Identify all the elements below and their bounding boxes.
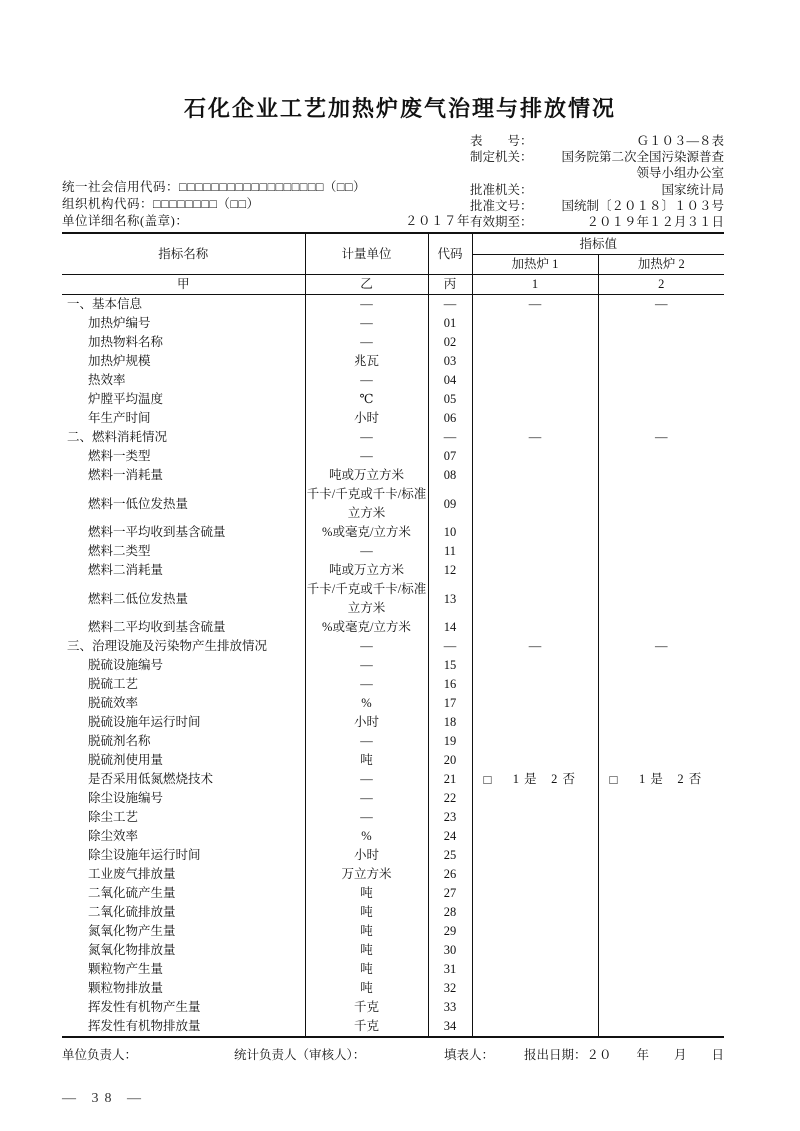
code-cell: 18: [428, 713, 472, 732]
section-row: [62, 637, 724, 656]
unit-cell: 吨: [305, 979, 428, 998]
value-cell-furnace1[interactable]: [472, 998, 598, 1017]
value-cell-furnace1: —: [472, 295, 598, 315]
issuing-agency-row2: [470, 165, 724, 181]
table-row: [62, 865, 724, 884]
unit-cell: %: [305, 827, 428, 846]
approving-agency-value: 国家统计局: [661, 182, 724, 197]
value-cell-furnace2[interactable]: [598, 846, 724, 865]
indicator-name-cell: 除尘效率: [88, 829, 139, 844]
value-cell-furnace2[interactable]: [598, 998, 724, 1017]
value-cell-furnace1[interactable]: [472, 447, 598, 466]
value-cell-furnace1[interactable]: [472, 1017, 598, 1037]
value-cell-furnace1[interactable]: [472, 979, 598, 998]
indicator-name-cell: 热效率: [88, 373, 126, 388]
yes-no-choice: [473, 770, 598, 789]
table-row: [62, 751, 724, 770]
unit-cell: 吨或万立方米: [305, 466, 428, 485]
table-row: [62, 827, 724, 846]
unit-cell: 千克: [305, 998, 428, 1017]
value-cell-furnace2: —: [598, 637, 724, 656]
indicator-name-cell: 颗粒物排放量: [88, 981, 164, 996]
table-row: [62, 903, 724, 922]
table-row: [62, 466, 724, 485]
header-furnace-1: 加热炉 1: [472, 255, 598, 275]
unit-cell: —: [305, 770, 428, 789]
value-cell-furnace1[interactable]: [472, 314, 598, 333]
value-cell-furnace1[interactable]: [472, 941, 598, 960]
yes-no-label: 1 是 2 否: [639, 772, 703, 787]
code-cell: 33: [428, 998, 472, 1017]
table-row: [62, 884, 724, 903]
unit-cell: 吨: [305, 922, 428, 941]
indicator-name-cell: 二氧化硫产生量: [88, 886, 176, 901]
value-cell-furnace2[interactable]: [598, 732, 724, 751]
validity-row: [470, 214, 724, 230]
section-row: [62, 295, 724, 315]
unit-cell: —: [305, 333, 428, 352]
table-row: [62, 656, 724, 675]
form-meta-header: [62, 133, 724, 230]
code-cell: —: [428, 428, 472, 447]
code-cell: 29: [428, 922, 472, 941]
indicator-name-cell: 燃料一低位发热量: [88, 496, 189, 511]
credit-code-line: [62, 179, 470, 196]
code-cell: 01: [428, 314, 472, 333]
stats-head-label: 统计负责人（审核人）：: [234, 1048, 366, 1063]
value-cell-furnace2[interactable]: [598, 675, 724, 694]
code-cell: 05: [428, 390, 472, 409]
indicator-name-cell: 三、治理设施及污染物产生排放情况: [67, 639, 268, 654]
value-cell-furnace1[interactable]: [472, 751, 598, 770]
value-cell-furnace1[interactable]: [472, 333, 598, 352]
table-row: [62, 808, 724, 827]
unit-cell: —: [305, 447, 428, 466]
value-cell-furnace2[interactable]: [598, 922, 724, 941]
unit-cell: —: [305, 732, 428, 751]
form-title: 石化企业工艺加热炉废气治理与排放情况: [183, 96, 616, 121]
validity-value: ２０１９年１２月３１日: [586, 215, 724, 230]
yes-no-choice: [599, 770, 725, 789]
table-row: [62, 694, 724, 713]
unit-cell: ℃: [305, 390, 428, 409]
indicator-name-cell: 除尘设施编号: [88, 791, 164, 806]
meta-left-block: [62, 179, 470, 230]
meta-right-block: [470, 133, 724, 230]
table-row: [62, 352, 724, 371]
credit-code-label: 统一社会信用代码：: [62, 180, 180, 195]
value-cell-furnace2[interactable]: [598, 352, 724, 371]
value-cell-furnace2[interactable]: [598, 808, 724, 827]
value-cell-furnace1[interactable]: [472, 542, 598, 561]
form-number-label: 表 号：: [470, 134, 533, 148]
value-cell-furnace1: —: [472, 637, 598, 656]
value-cell-furnace2[interactable]: [598, 333, 724, 352]
value-cell-furnace2[interactable]: [598, 447, 724, 466]
code-cell: 21: [428, 770, 472, 789]
value-cell-furnace1[interactable]: [472, 846, 598, 865]
code-cell: 15: [428, 656, 472, 675]
value-cell-furnace2[interactable]: [598, 827, 724, 846]
indicator-name-cell: 脱硫剂名称: [88, 734, 151, 749]
unit-cell: —: [305, 637, 428, 656]
value-cell-furnace2[interactable]: [598, 713, 724, 732]
code-cell: —: [428, 637, 472, 656]
code-cell: 11: [428, 542, 472, 561]
value-cell-furnace1[interactable]: [472, 922, 598, 941]
value-cell-furnace2[interactable]: [598, 409, 724, 428]
unit-cell: 兆瓦: [305, 352, 428, 371]
value-cell-furnace2[interactable]: [598, 523, 724, 542]
unit-cell: %或毫克/立方米: [305, 523, 428, 542]
value-cell-furnace2[interactable]: [598, 884, 724, 903]
issuing-agency-value: 国务院第二次全国污染源普查: [561, 150, 724, 165]
code-cell: 03: [428, 352, 472, 371]
credit-code-boxes[interactable]: □□□□□□□□□□□□□□□□□□（□□）: [179, 180, 367, 195]
indicator-name-cell: 燃料二低位发热量: [88, 591, 189, 606]
value-cell-furnace1[interactable]: [472, 694, 598, 713]
value-cell-furnace1[interactable]: [472, 732, 598, 751]
code-cell: 17: [428, 694, 472, 713]
header-indicator-value: 指标值: [472, 233, 724, 255]
indicator-name-cell: 加热炉规模: [88, 354, 151, 369]
indicator-name-cell: 脱硫设施年运行时间: [88, 715, 201, 730]
indicator-name-cell: 二氧化硫排放量: [88, 905, 176, 920]
value-cell-furnace1[interactable]: [472, 713, 598, 732]
unit-cell: 吨或万立方米: [305, 561, 428, 580]
code-cell: 13: [428, 580, 472, 618]
code-cell: 27: [428, 884, 472, 903]
value-cell-furnace2[interactable]: [598, 979, 724, 998]
value-cell-furnace1[interactable]: [472, 523, 598, 542]
header-jia: 甲: [62, 275, 305, 295]
approval-doc-value: 国统制〔２０１８〕１０３号: [561, 198, 724, 213]
code-cell: 07: [428, 447, 472, 466]
unit-cell: 吨: [305, 751, 428, 770]
table-row: [62, 447, 724, 466]
unit-cell: —: [305, 371, 428, 390]
code-cell: 12: [428, 561, 472, 580]
header-col-2: 2: [598, 275, 724, 295]
value-cell-furnace1[interactable]: [472, 675, 598, 694]
unit-cell: —: [305, 656, 428, 675]
table-body: [62, 295, 724, 1038]
checkbox-empty-icon[interactable]: □: [483, 772, 492, 788]
value-cell-furnace1[interactable]: [472, 903, 598, 922]
value-cell-furnace2[interactable]: [598, 618, 724, 637]
header-code: 代码: [428, 233, 472, 275]
issuing-agency-row: [470, 149, 724, 165]
indicator-name-cell: 燃料一平均收到基含硫量: [88, 525, 226, 540]
indicator-name-cell: 加热炉编号: [88, 316, 151, 331]
value-cell-furnace2: —: [598, 428, 724, 447]
table-row: [62, 314, 724, 333]
unit-cell: 小时: [305, 846, 428, 865]
value-cell-furnace2[interactable]: [598, 561, 724, 580]
table-row: [62, 523, 724, 542]
unit-cell: —: [305, 295, 428, 315]
indicator-name-cell: 工业废气排放量: [88, 867, 176, 882]
code-cell: 23: [428, 808, 472, 827]
table-row: [62, 485, 724, 523]
code-cell: 19: [428, 732, 472, 751]
form-number-row: [470, 133, 724, 149]
indicator-name-cell: 二、燃料消耗情况: [67, 430, 168, 445]
value-cell-furnace2[interactable]: [598, 789, 724, 808]
value-cell-furnace2[interactable]: [598, 314, 724, 333]
indicator-name-cell: 脱硫剂使用量: [88, 753, 164, 768]
code-cell: 24: [428, 827, 472, 846]
table-row: [62, 542, 724, 561]
table-row: [62, 561, 724, 580]
unit-cell: —: [305, 314, 428, 333]
table-header: [62, 233, 724, 295]
indicator-name-cell: 脱硫设施编号: [88, 658, 164, 673]
indicator-name-cell: 一、基本信息: [67, 297, 143, 312]
header-col-1: 1: [472, 275, 598, 295]
value-cell-furnace1[interactable]: [472, 485, 598, 523]
unit-cell: 千卡/千克或千卡/标准立方米: [305, 485, 428, 523]
indicator-name-cell: 除尘设施年运行时间: [88, 848, 201, 863]
code-cell: 34: [428, 1017, 472, 1037]
table-row: [62, 371, 724, 390]
unit-cell: 小时: [305, 713, 428, 732]
code-cell: 25: [428, 846, 472, 865]
value-cell-furnace1[interactable]: [472, 865, 598, 884]
indicator-table: [62, 232, 724, 1038]
header-indicator-name: 指标名称: [62, 233, 305, 275]
value-cell-furnace2[interactable]: [598, 580, 724, 618]
code-cell: —: [428, 295, 472, 315]
indicator-name-cell: 挥发性有机物产生量: [88, 1000, 201, 1015]
org-code-label: 组织机构代码：: [62, 197, 154, 212]
unit-cell: —: [305, 428, 428, 447]
indicator-name-cell: 加热物料名称: [88, 335, 164, 350]
unit-cell: 吨: [305, 884, 428, 903]
signature-row: [62, 1047, 724, 1064]
table-row: [62, 960, 724, 979]
value-cell-furnace1: —: [472, 428, 598, 447]
value-cell-furnace2[interactable]: [598, 485, 724, 523]
value-cell-furnace2[interactable]: [598, 960, 724, 979]
table-row: [62, 713, 724, 732]
code-cell: 06: [428, 409, 472, 428]
approving-agency-row: [470, 182, 724, 198]
indicator-name-cell: 燃料二消耗量: [88, 563, 164, 578]
value-cell-furnace1[interactable]: [472, 371, 598, 390]
table-row: [62, 732, 724, 751]
issuing-agency-value2: 领导小组办公室: [636, 166, 724, 181]
header-bing: 丙: [428, 275, 472, 295]
unit-name-line: [62, 213, 470, 230]
indicator-name-cell: 年生产时间: [88, 411, 151, 426]
table-row: [62, 580, 724, 618]
code-cell: 31: [428, 960, 472, 979]
value-cell-furnace2[interactable]: [598, 941, 724, 960]
value-cell-furnace2[interactable]: [598, 751, 724, 770]
checkbox-empty-icon[interactable]: □: [609, 772, 618, 788]
indicator-name-cell: 挥发性有机物排放量: [88, 1019, 201, 1034]
unit-cell: 千卡/千克或千卡/标准立方米: [305, 580, 428, 618]
table-row: [62, 333, 724, 352]
indicator-name-cell: 氮氧化物排放量: [88, 943, 176, 958]
value-cell-furnace1[interactable]: [472, 390, 598, 409]
org-code-line: [62, 196, 470, 213]
value-cell-furnace2[interactable]: [598, 865, 724, 884]
form-filler-label: 填表人：: [444, 1048, 495, 1063]
value-cell-furnace1[interactable]: [472, 466, 598, 485]
code-cell: 16: [428, 675, 472, 694]
value-cell-furnace2[interactable]: [598, 903, 724, 922]
indicator-name-cell: 脱硫工艺: [88, 677, 139, 692]
indicator-name-cell: 脱硫效率: [88, 696, 139, 711]
indicator-name-cell: 燃料二平均收到基含硫量: [88, 620, 226, 635]
page-number: — 38 —: [62, 1091, 147, 1107]
value-cell-furnace1[interactable]: [472, 960, 598, 979]
value-cell-furnace2[interactable]: [598, 371, 724, 390]
code-cell: 02: [428, 333, 472, 352]
code-cell: 08: [428, 466, 472, 485]
unit-cell: 小时: [305, 409, 428, 428]
approval-doc-row: [470, 198, 724, 214]
indicator-name-cell: 颗粒物产生量: [88, 962, 164, 977]
indicator-name-cell: 氮氧化物产生量: [88, 924, 176, 939]
unit-cell: 吨: [305, 960, 428, 979]
table-row: [62, 770, 724, 789]
unit-cell: —: [305, 542, 428, 561]
table-row: [62, 979, 724, 998]
approval-doc-label: 批准文号：: [470, 198, 533, 213]
table-row: [62, 390, 724, 409]
unit-cell: —: [305, 675, 428, 694]
indicator-name-cell: 炉膛平均温度: [88, 392, 164, 407]
table-row: [62, 789, 724, 808]
indicator-name-cell: 燃料一类型: [88, 449, 151, 464]
value-cell-furnace2[interactable]: [598, 694, 724, 713]
value-cell-furnace1[interactable]: [472, 884, 598, 903]
code-cell: 22: [428, 789, 472, 808]
value-cell-furnace1[interactable]: [472, 561, 598, 580]
unit-cell: 千克: [305, 1017, 428, 1037]
table-row: [62, 409, 724, 428]
org-code-boxes[interactable]: □□□□□□□□（□□）: [153, 197, 260, 212]
value-cell-furnace1[interactable]: [472, 352, 598, 371]
value-cell-furnace2[interactable]: [598, 466, 724, 485]
value-cell-furnace1[interactable]: [472, 789, 598, 808]
code-cell: 20: [428, 751, 472, 770]
report-date-label: 报出日期：２０ 年 月 日: [523, 1048, 724, 1063]
value-cell-furnace1[interactable]: [472, 808, 598, 827]
unit-cell: 万立方米: [305, 865, 428, 884]
value-cell-furnace1: [472, 770, 598, 789]
indicator-name-cell: 除尘工艺: [88, 810, 139, 825]
table-row: [62, 618, 724, 637]
unit-cell: —: [305, 808, 428, 827]
indicator-name-cell: 燃料一消耗量: [88, 468, 164, 483]
unit-head-label: 单位负责人：: [62, 1048, 138, 1063]
unit-cell: 吨: [305, 941, 428, 960]
header-yi: 乙: [305, 275, 428, 295]
unit-cell: —: [305, 789, 428, 808]
table-row: [62, 675, 724, 694]
value-cell-furnace1[interactable]: [472, 580, 598, 618]
approving-agency-label: 批准机关：: [470, 182, 533, 197]
code-cell: 30: [428, 941, 472, 960]
value-cell-furnace1[interactable]: [472, 409, 598, 428]
table-row: [62, 941, 724, 960]
header-unit: 计量单位: [305, 233, 428, 275]
yes-no-label: 1 是 2 否: [512, 772, 577, 787]
table-row: [62, 846, 724, 865]
code-cell: 10: [428, 523, 472, 542]
table-row: [62, 1017, 724, 1037]
issuing-agency-label: 制定机关：: [470, 150, 533, 165]
value-cell-furnace2: [598, 770, 724, 789]
value-cell-furnace1[interactable]: [472, 827, 598, 846]
value-cell-furnace1[interactable]: [472, 618, 598, 637]
value-cell-furnace2[interactable]: [598, 1017, 724, 1037]
code-cell: 04: [428, 371, 472, 390]
report-year: ２０１７年: [404, 214, 470, 229]
unit-cell: %或毫克/立方米: [305, 618, 428, 637]
code-cell: 14: [428, 618, 472, 637]
header-furnace-2: 加热炉 2: [598, 255, 724, 275]
code-cell: 32: [428, 979, 472, 998]
indicator-name-cell: 是否采用低氮燃烧技术: [88, 772, 214, 787]
value-cell-furnace2[interactable]: [598, 656, 724, 675]
table-row: [62, 998, 724, 1017]
code-cell: 26: [428, 865, 472, 884]
value-cell-furnace2[interactable]: [598, 390, 724, 409]
indicator-name-cell: 燃料二类型: [88, 544, 151, 559]
unit-cell: 吨: [305, 903, 428, 922]
value-cell-furnace2[interactable]: [598, 542, 724, 561]
unit-cell: %: [305, 694, 428, 713]
table-row: [62, 922, 724, 941]
section-row: [62, 428, 724, 447]
code-cell: 09: [428, 485, 472, 523]
form-number-value: Ｇ１０３—８表: [636, 134, 724, 148]
code-cell: 28: [428, 903, 472, 922]
validity-label: 有效期至：: [470, 215, 533, 230]
value-cell-furnace1[interactable]: [472, 656, 598, 675]
value-cell-furnace2: —: [598, 295, 724, 315]
unit-name-label: 单位详细名称(盖章)：: [62, 214, 189, 229]
